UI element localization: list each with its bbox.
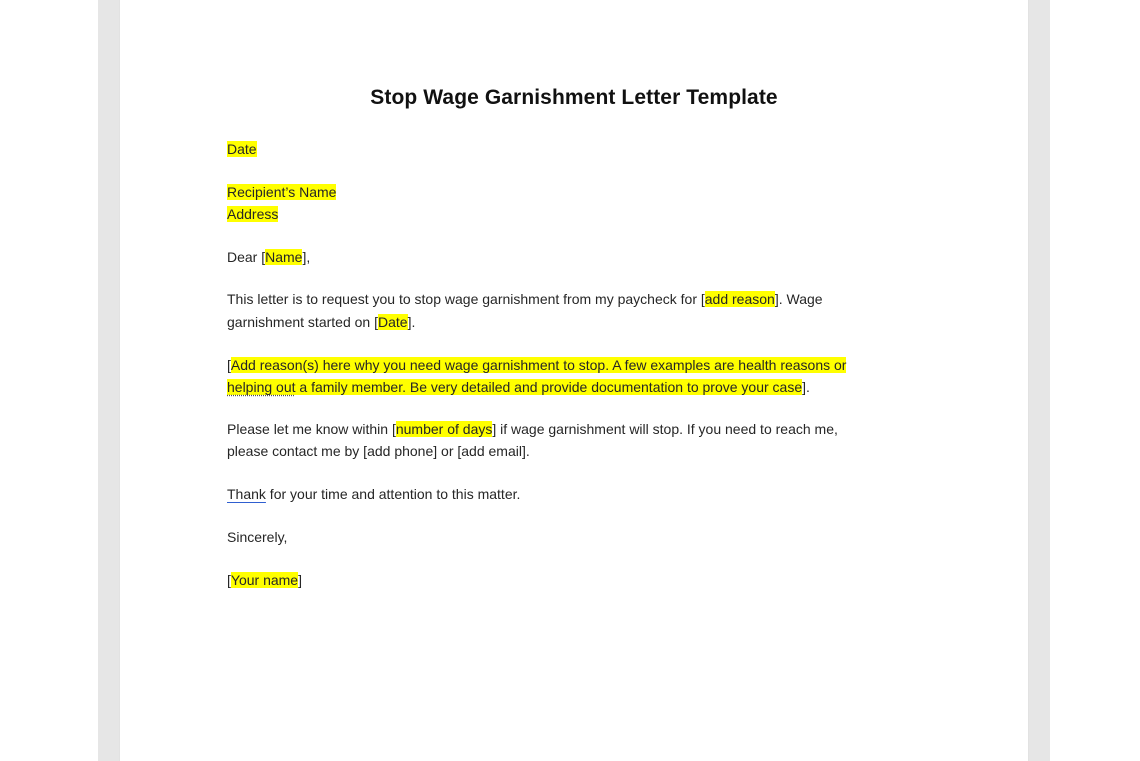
- salutation-name-placeholder: Name: [265, 249, 303, 265]
- date-placeholder: Date: [227, 141, 257, 157]
- paragraph3-tail: ] if wage garnishment will stop. If you need to reach me,: [492, 421, 838, 437]
- grammar-underline-word[interactable]: Thank: [227, 486, 266, 502]
- salutation-prefix: Dear [: [227, 249, 266, 265]
- paragraph2-open-bracket: [: [227, 357, 231, 373]
- left-page-gutter: [98, 0, 120, 761]
- recipient-name-placeholder: Recipient’s Name: [227, 184, 337, 200]
- reasons-placeholder-cont: a family member. Be very detailed and provide documentation to prove your case: [295, 379, 803, 395]
- right-page-gutter: [1028, 0, 1050, 761]
- paragraph3-text: Please let me know within [: [227, 421, 396, 437]
- date-line: [227, 140, 257, 158]
- days-placeholder: number of days: [395, 421, 493, 437]
- signature-line: [227, 571, 302, 589]
- signoff: Sincerely,: [227, 529, 288, 545]
- paragraph2-line1: [227, 356, 846, 374]
- closing-thanks-rest: for your time and attention to this matter.: [265, 486, 521, 502]
- paragraph3-line2: please contact me by [add phone] or [add email].: [227, 443, 530, 459]
- salutation-suffix: ],: [302, 249, 311, 265]
- signature-open-bracket: [: [227, 572, 231, 588]
- paragraph2-close: ].: [802, 379, 810, 395]
- paragraph3-line1: [227, 420, 838, 438]
- document-title: Stop Wage Garnishment Letter Template: [370, 86, 778, 109]
- paragraph1-line2-text: garnishment started on [: [227, 314, 378, 330]
- paragraph1-text: This letter is to request you to stop wage garnishment from my paycheck for [: [227, 291, 705, 307]
- paragraph2-line2: [227, 378, 810, 396]
- closing-thanks: [227, 485, 520, 503]
- recipient-name-line: [227, 183, 336, 201]
- paragraph1-line1: [227, 290, 823, 308]
- spellcheck-underline-phrase[interactable]: helping out: [227, 379, 296, 395]
- paragraph1-line2-tail: ].: [407, 314, 416, 330]
- reason-placeholder: add reason: [704, 291, 775, 307]
- paragraph1-line2: [227, 313, 415, 331]
- paragraph1-tail: ]. Wage: [774, 291, 823, 307]
- start-date-placeholder: Date: [377, 314, 408, 330]
- salutation: [227, 248, 310, 266]
- address-placeholder: Address: [227, 206, 279, 222]
- address-line: [227, 205, 278, 223]
- signature-placeholder: Your name: [230, 572, 299, 588]
- document-page[interactable]: [120, 0, 1028, 761]
- reasons-placeholder: Add reason(s) here why you need wage garnishment to stop. A few examples are health reasons or: [230, 357, 847, 373]
- signature-close-bracket: ]: [298, 572, 302, 588]
